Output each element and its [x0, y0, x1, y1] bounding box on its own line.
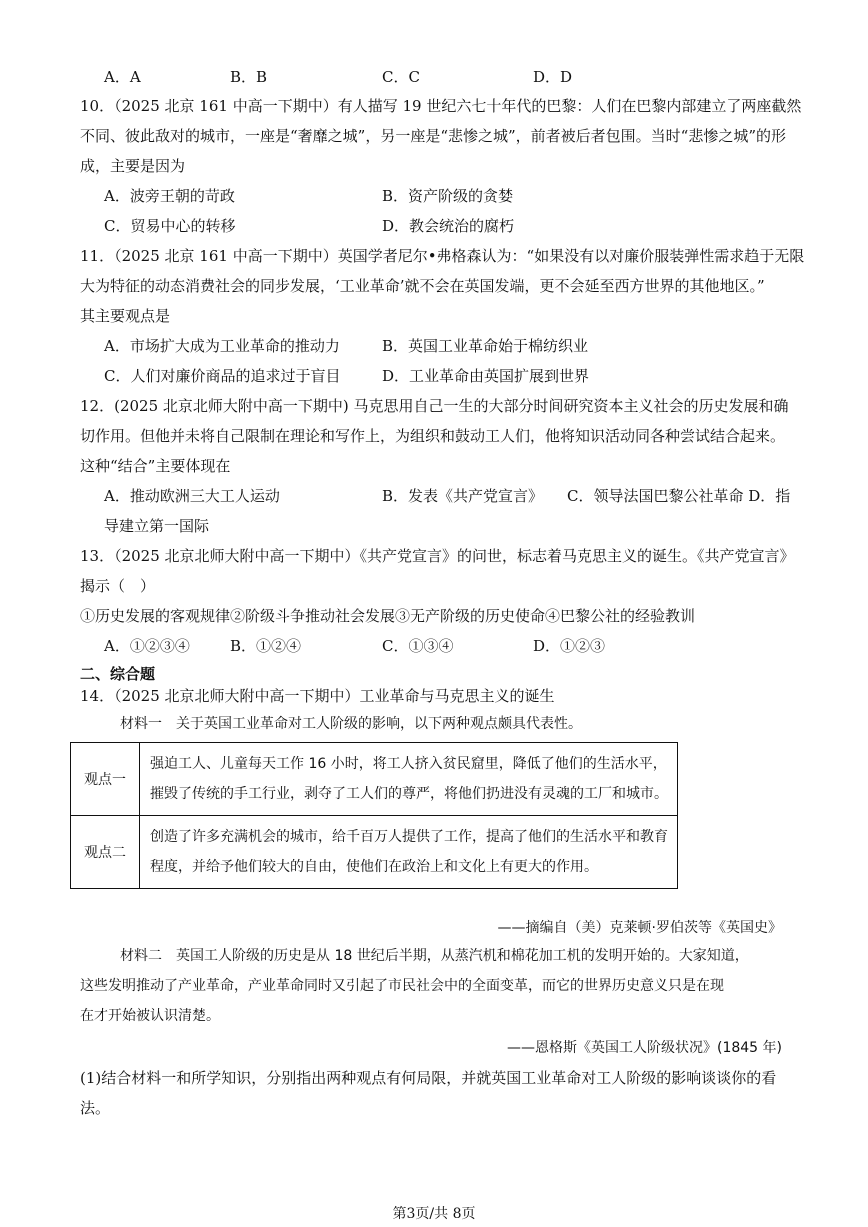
q12-stem-line3: 这种“结合”主要体现在: [80, 457, 231, 475]
q12-option-a: A．推动欧洲三大工人运动: [104, 487, 280, 505]
view2-label: 观点二: [71, 816, 140, 889]
q12-option-b: B．发表《共产党宣言》: [382, 487, 544, 505]
q12-option-c: C．领导法国巴黎公社革命 D．指: [567, 487, 791, 505]
q11-option-d: D．工业革命由英国扩展到世界: [382, 367, 590, 385]
q14-source1: ——摘编自（美）克莱顿·罗伯茨等《英国史》: [497, 920, 782, 936]
q10-option-c: C．贸易中心的转移: [104, 217, 236, 235]
q14-question1-line2: 法。: [80, 1099, 111, 1117]
q14-material1-intro: 材料一 关于英国工业革命对工人阶级的影响，以下两种观点颇具代表性。: [120, 716, 582, 732]
q11-option-c: C．人们对廉价商品的追求过于盲目: [104, 367, 341, 385]
table-row: [71, 743, 678, 816]
q11-stem-line3: 其主要观点是: [80, 307, 171, 325]
q10-option-b: B．资产阶级的贪婪: [382, 187, 514, 205]
page-number: 第3页/共 8页: [392, 1206, 476, 1222]
q11-stem-line1: 11．（2025 北京 161 中高一下期中）英国学者尼尔•弗格森认为：“如果没有以对廉价服装弹性需求趋于无限: [80, 247, 805, 265]
q14-material2-line1: 材料二 英国工人阶级的历史是从 18 世纪后半期，从蒸汽机和棉花加工机的发明开始的。大家知道，: [120, 948, 749, 964]
q11-option-b: B．英国工业革命始于棉纺织业: [382, 337, 589, 355]
q13-option-b: B．①②④: [230, 637, 302, 655]
q13-option-c: C．①③④: [382, 637, 454, 655]
q13-statements: ①历史发展的客观规律②阶级斗争推动社会发展③无产阶级的历史使命④巴黎公社的经验教训: [80, 607, 696, 625]
q10-option-d: D．教会统治的腐朽: [382, 217, 515, 235]
q13-option-a: A．①②③④: [104, 637, 190, 655]
viewpoints-table: [70, 742, 678, 889]
q10-stem-line1: 10．（2025 北京 161 中高一下期中）有人描写 19 世纪六七十年代的巴黎：人们在巴黎内部建立了两座截然: [80, 97, 802, 115]
view1-text: 强迫工人、儿童每天工作 16 小时，将工人挤入贫民窟里，降低了他们的生活水平，摧毁了传统的手工行业，剥夺了工人们的尊严，将他们扔进没有灵魂的工厂和城市。: [140, 743, 678, 816]
q9-option-a: A．A: [104, 68, 141, 86]
q12-stem-line2: 切作用。但他并未将自己限制在理论和写作上，为组织和鼓动工人们，他将知识活动同各种尝试结合起来。: [80, 427, 786, 445]
q11-option-a: A．市场扩大成为工业革命的推动力: [104, 337, 340, 355]
q11-stem-line2: 大为特征的动态消费社会的同步发展，‘工业革命’就不会在英国发端，更不会延至西方世界的其他地区。”: [80, 277, 765, 295]
q13-stem-line1: 13．（2025 北京北师大附中高一下期中）《共产党宣言》的问世，标志着马克思主义的诞生。《共产党宣言》: [80, 547, 795, 565]
q13-option-d: D．①②③: [533, 637, 606, 655]
q14-material2-line3: 在才开始被认识清楚。: [80, 1008, 220, 1024]
table-row: [71, 816, 678, 889]
view2-text: 创造了许多充满机会的城市，给千百万人提供了工作，提高了他们的生活水平和教育程度，并给予他们较大的自由，使他们在政治上和文化上有更大的作用。: [140, 816, 678, 889]
q9-option-b: B．B: [230, 68, 268, 86]
q10-option-a: A．波旁王朝的苛政: [104, 187, 235, 205]
q10-stem-line2: 不同、彼此敌对的城市，一座是“奢靡之城”，另一座是“悲惨之城”，前者被后者包围。当时“悲惨之城”的形: [80, 127, 787, 145]
view1-label: 观点一: [71, 743, 140, 816]
q9-option-c: C．C: [382, 68, 420, 86]
q10-stem-line3: 成，主要是因为: [80, 157, 186, 175]
q14-source2: ——恩格斯《英国工人阶级状况》(1845 年): [506, 1040, 782, 1056]
q9-option-d: D．D: [533, 68, 573, 86]
q12-option-d-continuation: 导建立第一国际: [104, 517, 210, 535]
q14-material2-line2: 这些发明推动了产业革命，产业革命同时又引起了市民社会中的全面变革，而它的世界历史意义只是在现: [80, 978, 724, 994]
q12-stem-line1: 12．(2025 北京北师大附中高一下期中) 马克思用自己一生的大部分时间研究资本主义社会的历史发展和确: [80, 397, 789, 415]
q14-title: 14．（2025 北京北师大附中高一下期中）工业革命与马克思主义的诞生: [80, 687, 555, 705]
q13-stem-line2: 揭示（ ）: [80, 577, 156, 595]
section-title-comprehensive: 二、综合题: [80, 665, 156, 683]
q14-question1-line1: (1)结合材料一和所学知识，分别指出两种观点有何局限，并就英国工业革命对工人阶级的影响谈谈你的看: [80, 1069, 777, 1087]
